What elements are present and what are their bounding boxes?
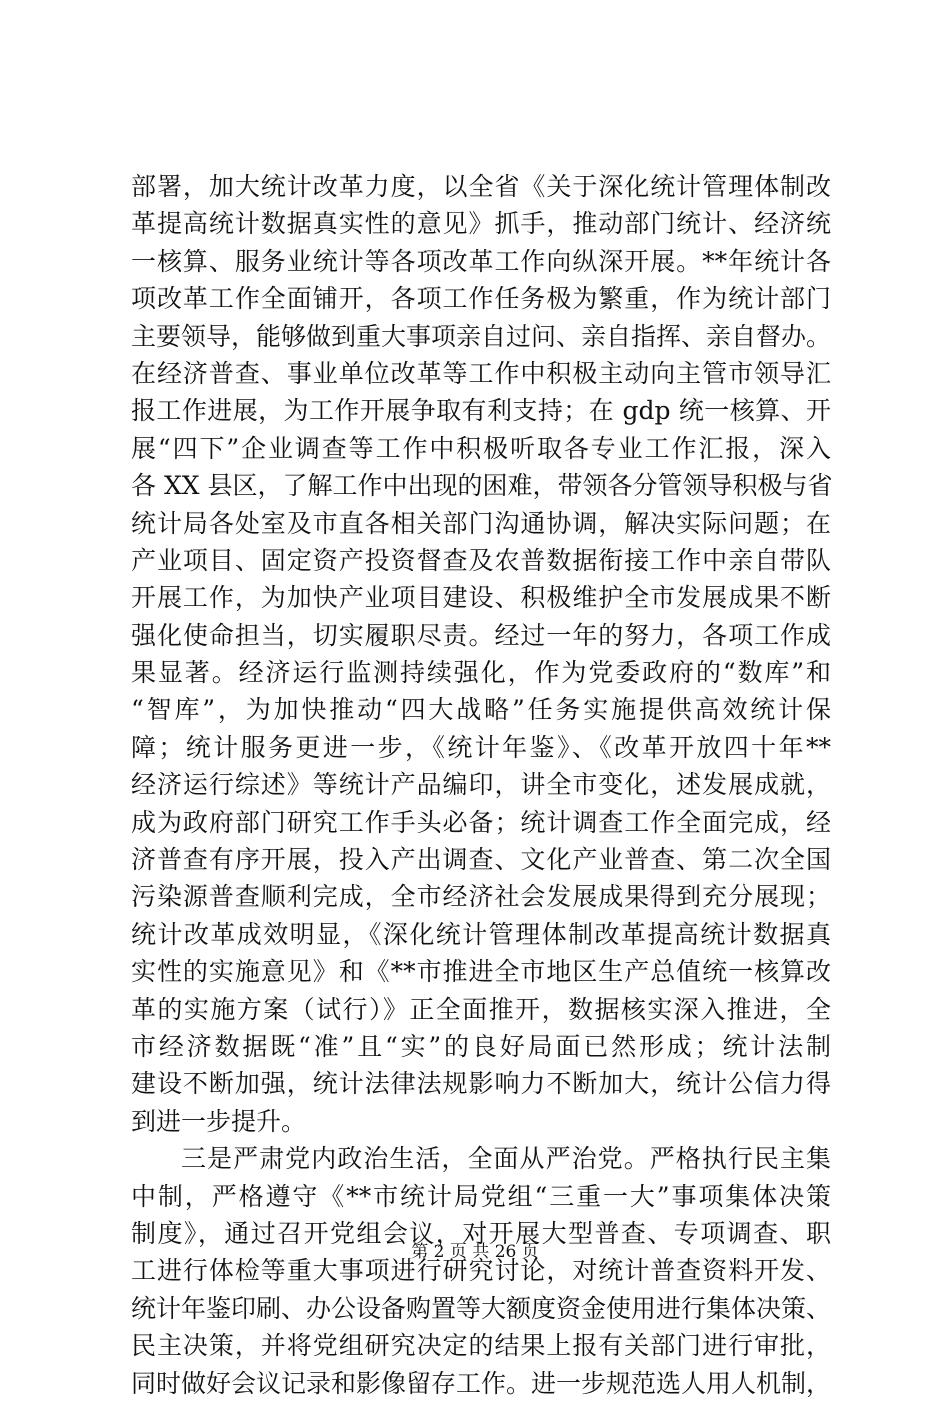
text-line: 革提高统计数据真实性的意见》抓手，推动部门统计、经济统 [131, 209, 831, 239]
body-text [131, 168, 831, 1402]
text-line: 强化使命担当，切实履职尽责。经过一年的努力，各项工作成 [131, 620, 831, 650]
text-line: 主要领导，能够做到重大事项亲自过问、亲自指挥、亲自督办。 [131, 321, 832, 351]
page-number-footer: 第 2 页 共 26 页 [411, 1242, 539, 1262]
text-line: 制度》，通过召开党组会议，对开展大型普查、专项调查、职 [131, 1218, 831, 1248]
text-line: 经济运行综述》等统计产品编印，讲全市变化，述发展成就， [131, 770, 831, 800]
text-line: 展“四下”企业调查等工作中积极听取各专业工作汇报，深入 [131, 433, 831, 463]
text-line: 工进行体检等重大事项进行研究讨论，对统计普查资料开发、 [131, 1256, 831, 1286]
text-line: 各 XX 县区，了解工作中出现的困难，带领各分管领导积极与省 [131, 471, 833, 501]
text-line: 统计年鉴印刷、办公设备购置等大额度资金使用进行集体决策、 [131, 1293, 832, 1323]
text-line: 果显著。经济运行监测持续强化，作为党委政府的“数库”和 [131, 658, 831, 688]
text-line: 部署，加大统计改革力度，以全省《关于深化统计管理体制改 [131, 172, 831, 201]
text-line: 济普查有序开展，投入产出调查、文化产业普查、第二次全国 [131, 845, 831, 875]
text-line: 建设不断加强，统计法律法规影响力不断加大，统计公信力得 [131, 1069, 831, 1099]
text-line: 同时做好会议记录和影像留存工作。进一步规范选人用人机制， [131, 1368, 832, 1398]
text-line-paragraph-end: 到进一步提升。 [131, 1106, 307, 1136]
text-line: 民主决策，并将党组研究决定的结果上报有关部门进行审批， [131, 1331, 831, 1361]
text-line: 实性的实施意见》和《**市推进全市地区生产总值统一核算改 [131, 957, 831, 987]
text-line: 污染源普查顺利完成，全市经济社会发展成果得到充分展现； [131, 882, 831, 912]
text-line: 开展工作，为加快产业项目建设、积极维护全市发展成果不断 [131, 583, 831, 613]
text-line: 报工作进展，为工作开展争取有利支持；在 gdp 统一核算、开 [131, 396, 831, 426]
text-line: “智库”，为加快推动“四大战略”任务实施提供高效统计保 [131, 695, 831, 725]
text-line: 障；统计服务更进一步，《统计年鉴》、《改革开放四十年** [131, 732, 831, 762]
text-line-paragraph-start: 三是严肃党内政治生活，全面从严治党。严格执行民主集 [181, 1144, 831, 1174]
text-line: 一核算、服务业统计等各项改革工作向纵深开展。**年统计各 [131, 246, 831, 276]
text-line: 革的实施方案（试行）》正全面推开，数据核实深入推进，全 [131, 994, 831, 1024]
text-line: 项改革工作全面铺开，各项工作任务极为繁重，作为统计部门 [131, 284, 831, 314]
text-line: 中制，严格遵守《**市统计局党组“三重一大”事项集体决策 [131, 1181, 831, 1211]
text-line: 成为政府部门研究工作手头必备；统计调查工作全面完成，经 [131, 807, 831, 837]
text-line: 统计局各处室及市直各相关部门沟通协调，解决实际问题；在 [131, 508, 831, 538]
text-line: 产业项目、固定资产投资督查及农普数据衔接工作中亲自带队 [131, 545, 831, 575]
text-line: 在经济普查、事业单位改革等工作中积极主动向主管市领导汇 [131, 358, 831, 388]
text-line: 市经济数据既“准”且“实”的良好局面已然形成；统计法制 [131, 1031, 831, 1061]
text-line: 统计改革成效明显，《深化统计管理体制改革提高统计数据真 [131, 919, 831, 949]
